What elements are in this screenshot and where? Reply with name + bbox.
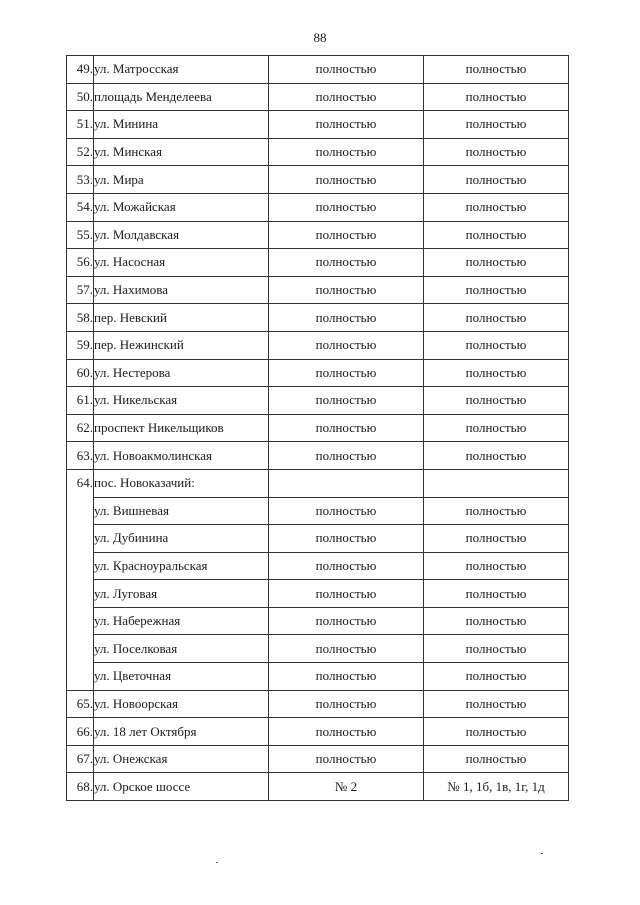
table-row bbox=[67, 276, 569, 304]
extent-cell: полностью bbox=[269, 83, 424, 111]
table-row bbox=[67, 690, 569, 718]
page-number: 88 bbox=[313, 30, 327, 45]
street-name: ул. Вишневая bbox=[94, 497, 269, 525]
row-number: 58. bbox=[67, 304, 94, 332]
table-row bbox=[67, 221, 569, 249]
extent-cell: полностью bbox=[269, 663, 424, 691]
row-number: 61. bbox=[67, 387, 94, 415]
table-row bbox=[67, 745, 569, 773]
houses-cell: полностью bbox=[424, 525, 569, 553]
houses-cell: полностью bbox=[424, 304, 569, 332]
table-row bbox=[67, 331, 569, 359]
row-number: 53. bbox=[67, 166, 94, 194]
extent-cell: полностью bbox=[269, 718, 424, 746]
row-number: 59. bbox=[67, 331, 94, 359]
houses-cell: полностью bbox=[424, 690, 569, 718]
houses-cell bbox=[424, 469, 569, 497]
table-row bbox=[67, 442, 569, 470]
streets-table bbox=[66, 55, 569, 801]
street-name: ул. Поселковая bbox=[94, 635, 269, 663]
extent-cell: полностью bbox=[269, 331, 424, 359]
table-row bbox=[67, 193, 569, 221]
extent-cell: полностью bbox=[269, 635, 424, 663]
houses-cell: полностью bbox=[424, 607, 569, 635]
row-number: 67. bbox=[67, 745, 94, 773]
table-row bbox=[67, 635, 569, 663]
extent-cell: полностью bbox=[269, 166, 424, 194]
row-number: 55. bbox=[67, 221, 94, 249]
row-number bbox=[67, 607, 94, 635]
street-name: проспект Никельщиков bbox=[94, 414, 269, 442]
table-row bbox=[67, 138, 569, 166]
extent-cell: полностью bbox=[269, 56, 424, 84]
row-number bbox=[67, 663, 94, 691]
row-number: 57. bbox=[67, 276, 94, 304]
street-name: ул. Нахимова bbox=[94, 276, 269, 304]
extent-cell bbox=[269, 469, 424, 497]
table-row bbox=[67, 359, 569, 387]
extent-cell: полностью bbox=[269, 249, 424, 277]
row-number bbox=[67, 580, 94, 608]
extent-cell: полностью bbox=[269, 607, 424, 635]
extent-cell: полностью bbox=[269, 221, 424, 249]
houses-cell: полностью bbox=[424, 718, 569, 746]
scan-speck bbox=[541, 853, 543, 854]
houses-cell: полностью bbox=[424, 580, 569, 608]
street-name: площадь Менделеева bbox=[94, 83, 269, 111]
row-number: 54. bbox=[67, 193, 94, 221]
table-row bbox=[67, 607, 569, 635]
extent-cell: полностью bbox=[269, 690, 424, 718]
street-name: ул. Набережная bbox=[94, 607, 269, 635]
table-row bbox=[67, 414, 569, 442]
houses-cell: полностью bbox=[424, 193, 569, 221]
street-name: пос. Новоказачий: bbox=[94, 469, 269, 497]
houses-cell: полностью bbox=[424, 414, 569, 442]
table-row bbox=[67, 304, 569, 332]
extent-cell: полностью bbox=[269, 745, 424, 773]
street-name: ул. Красноуральская bbox=[94, 552, 269, 580]
table-row bbox=[67, 387, 569, 415]
row-number: 63. bbox=[67, 442, 94, 470]
houses-cell: полностью bbox=[424, 497, 569, 525]
row-number: 50. bbox=[67, 83, 94, 111]
houses-cell: полностью bbox=[424, 359, 569, 387]
street-name: ул. Новоорская bbox=[94, 690, 269, 718]
houses-cell: полностью bbox=[424, 138, 569, 166]
table-row bbox=[67, 718, 569, 746]
table-row bbox=[67, 580, 569, 608]
table-body bbox=[67, 56, 569, 801]
extent-cell: полностью bbox=[269, 304, 424, 332]
row-number: 60. bbox=[67, 359, 94, 387]
houses-cell: полностью bbox=[424, 331, 569, 359]
extent-cell: № 2 bbox=[269, 773, 424, 801]
houses-cell: полностью bbox=[424, 635, 569, 663]
row-number: 62. bbox=[67, 414, 94, 442]
street-name: ул. Мира bbox=[94, 166, 269, 194]
houses-cell: полностью bbox=[424, 83, 569, 111]
extent-cell: полностью bbox=[269, 138, 424, 166]
scan-speck bbox=[216, 862, 218, 863]
row-number: 49. bbox=[67, 56, 94, 84]
houses-cell: полностью bbox=[424, 111, 569, 139]
row-number bbox=[67, 497, 94, 525]
street-name: ул. Молдавская bbox=[94, 221, 269, 249]
row-number: 52. bbox=[67, 138, 94, 166]
row-number: 56. bbox=[67, 249, 94, 277]
street-name: ул. Нестерова bbox=[94, 359, 269, 387]
street-name: ул. Матросская bbox=[94, 56, 269, 84]
table-row bbox=[67, 56, 569, 84]
row-number bbox=[67, 552, 94, 580]
table-row bbox=[67, 166, 569, 194]
extent-cell: полностью bbox=[269, 497, 424, 525]
table-row bbox=[67, 663, 569, 691]
row-number bbox=[67, 635, 94, 663]
street-name: ул. Дубинина bbox=[94, 525, 269, 553]
extent-cell: полностью bbox=[269, 193, 424, 221]
houses-cell: полностью bbox=[424, 442, 569, 470]
street-name: ул. Минская bbox=[94, 138, 269, 166]
table-row bbox=[67, 525, 569, 553]
houses-cell: № 1, 1б, 1в, 1г, 1д bbox=[424, 773, 569, 801]
table-row bbox=[67, 469, 569, 497]
extent-cell: полностью bbox=[269, 387, 424, 415]
table-row bbox=[67, 773, 569, 801]
street-name: ул. Можайская bbox=[94, 193, 269, 221]
row-number bbox=[67, 525, 94, 553]
table-row bbox=[67, 83, 569, 111]
table-row bbox=[67, 552, 569, 580]
extent-cell: полностью bbox=[269, 580, 424, 608]
houses-cell: полностью bbox=[424, 387, 569, 415]
houses-cell: полностью bbox=[424, 552, 569, 580]
street-name: ул. Онежская bbox=[94, 745, 269, 773]
extent-cell: полностью bbox=[269, 414, 424, 442]
extent-cell: полностью bbox=[269, 552, 424, 580]
row-number: 66. bbox=[67, 718, 94, 746]
extent-cell: полностью bbox=[269, 359, 424, 387]
extent-cell: полностью bbox=[269, 111, 424, 139]
houses-cell: полностью bbox=[424, 276, 569, 304]
street-name: пер. Невский bbox=[94, 304, 269, 332]
row-number: 65. bbox=[67, 690, 94, 718]
row-number: 51. bbox=[67, 111, 94, 139]
table-row bbox=[67, 249, 569, 277]
houses-cell: полностью bbox=[424, 221, 569, 249]
street-name: ул. Минина bbox=[94, 111, 269, 139]
row-number: 68. bbox=[67, 773, 94, 801]
table-row bbox=[67, 497, 569, 525]
street-name: ул. Орское шоссе bbox=[94, 773, 269, 801]
houses-cell: полностью bbox=[424, 166, 569, 194]
street-name: ул. 18 лет Октября bbox=[94, 718, 269, 746]
street-name: ул. Новоакмолинская bbox=[94, 442, 269, 470]
houses-cell: полностью bbox=[424, 56, 569, 84]
row-number: 64. bbox=[67, 469, 94, 497]
houses-cell: полностью bbox=[424, 249, 569, 277]
street-name: ул. Луговая bbox=[94, 580, 269, 608]
street-name: ул. Цветочная bbox=[94, 663, 269, 691]
extent-cell: полностью bbox=[269, 525, 424, 553]
extent-cell: полностью bbox=[269, 276, 424, 304]
street-name: ул. Никельская bbox=[94, 387, 269, 415]
houses-cell: полностью bbox=[424, 663, 569, 691]
table-row bbox=[67, 111, 569, 139]
houses-cell: полностью bbox=[424, 745, 569, 773]
extent-cell: полностью bbox=[269, 442, 424, 470]
street-name: ул. Насосная bbox=[94, 249, 269, 277]
street-name: пер. Нежинский bbox=[94, 331, 269, 359]
